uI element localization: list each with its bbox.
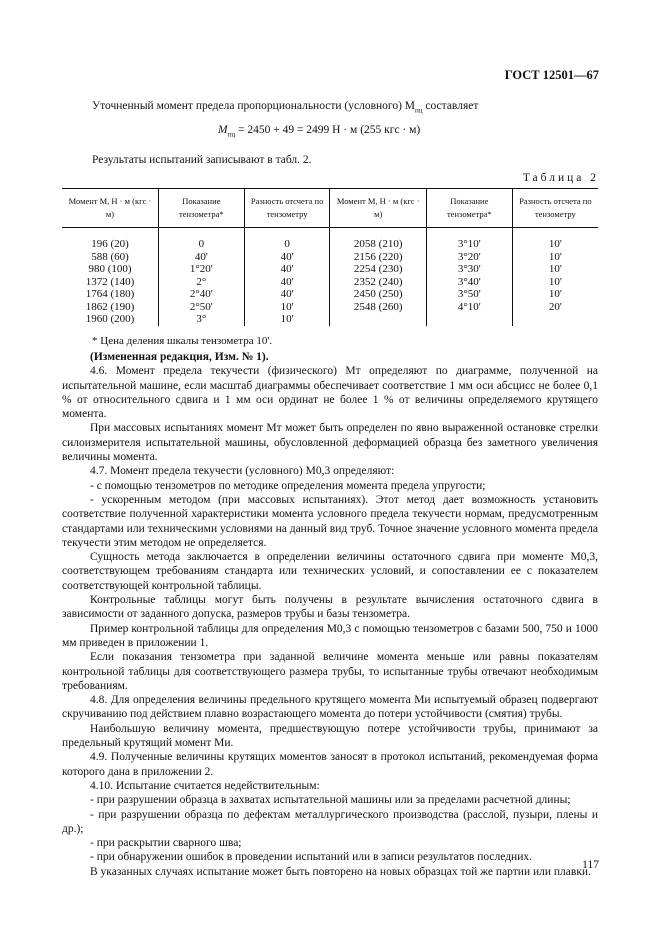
table-cell: 40' [244,288,330,301]
table-caption: Таблица 2 [522,172,599,184]
paragraph: - при раскрытии сварного шва; [90,837,242,850]
table-cell: 10' [244,301,330,314]
table-header-cell: Разность отсчета по тензометру [512,189,598,228]
table-cell: 2254 (230) [330,263,426,276]
table-cell: 2°40' [158,288,244,301]
table-cell: 10' [512,263,598,276]
table-cell [512,313,598,326]
table-header-row [62,189,598,228]
table-cell: 2°50' [158,301,244,314]
intro-end: составляет [422,100,479,112]
table-cell: 588 (60) [91,250,129,263]
table-header-cell: Момент M, Н · м (кгс · м) [330,189,426,228]
paragraph: - с помощью тензометров по методике определения момента предела упругости; [90,479,486,492]
table-cell: 1°20' [158,263,244,276]
table-cell: 1764 (180) [85,288,135,300]
table-footnote: * Цена деления шкалы тензометра 10'. [92,335,273,347]
table-cell: 20' [512,301,598,314]
paragraph: 4.6. Момент предела текучести (физического) Mт определяют по диаграмме, полученной на испытательной машине, если масштаб диаграммы обеспечивает соответствие 1 мм оси абсцисс не более 0,1 % от относительного сдвига и 1 мм оси ординат не более 1 % от величины определяемого крутящего момента. [62,365,598,421]
table-cell: 0 [244,228,330,251]
table-header-cell: Момент M, Н · м (кгс · м) [62,189,158,228]
table-row [62,288,598,301]
intro-subscript: пц [415,106,423,115]
table-cell: 2156 (220) [330,251,426,264]
results-line: Результаты испытаний записывают в табл. 2. [92,154,312,166]
table-cell: 40' [244,263,330,276]
table-cell: 1960 (200) [85,313,135,325]
table-cell: 2058 (210) [330,228,426,251]
paragraph: При массовых испытаниях момент Mт может быть определен по явно выраженной остановке стрелки силоизмерителя испытательной машины, обусловленной деформацией образца без заметного увеличения величины момента. [62,422,598,464]
table-cell: 10' [512,228,598,251]
paragraph: 4.9. Полученные величины крутящих моментов заносят в протокол испытаний, рекомендуемая форма которого дана в приложении 2. [62,751,598,778]
table-cell: 10' [512,288,598,301]
results-table [62,188,598,326]
table-cell: 3°50' [426,288,512,301]
page-number: 117 [582,859,599,871]
paragraph: Наибольшую величину момента, предшествующую потере устойчивости трубы, принимают за предельный крутящий момент Mи. [62,722,598,750]
table-cell: 40' [244,251,330,264]
paragraph: - при обнаружении ошибок в проведении испытаний или в записи результатов последних. [90,851,532,864]
paragraph: Если показания тензометра при заданной величине момента меньше или равны показателям контрольной таблицы для соответствующего размера трубы, то испытанные трубы отвечают необходимым требованиям. [62,651,598,692]
paragraph: (Измененная редакция, Изм. № 1). [90,351,269,363]
paragraph: - при разрушении образца по дефектам металлургического производства (расслой, пузыри, плены и др.); [62,808,598,835]
intro-text: Уточненный момент предела пропорциональности (условного) M [92,100,416,112]
formula-rhs: = 2450 + 49 = 2499 Н · м (255 кгс · м) [235,124,421,136]
paragraph: Пример контрольной таблицы для определения M0,3 с помощью тензометров с базами 500, 750 и 1000 мм приведен в приложении 1. [62,622,598,649]
table-cell: 40' [158,251,244,264]
table-cell: 3°20' [426,251,512,264]
table-header-cell: Показание тензометра* [426,189,512,228]
formula [218,124,420,138]
table-cell: 196 (20) [91,238,129,250]
table-cell: 40' [244,276,330,289]
paragraph: Сущность метода заключается в определении величины остаточного сдвига при моменте M0,3, соответствующем требованиям стандарта или технических условий, и сопоставлении ее с показателем соответствующей контрольной таблицы. [62,551,598,592]
table-cell: 980 (100) [88,263,132,275]
paragraph: Контрольные таблицы могут быть получены в результате вычисления остаточного сдвига в зависимости от заданного допуска, размеров трубы и базы тензометра. [62,594,598,621]
table-header-cell: Разность отсчета по тензометру [244,189,330,228]
paragraph: В указанных случаях испытание может быть повторено на новых образцах той же партии или плавки. [90,865,591,878]
table-cell [330,313,426,326]
table-row [62,228,598,251]
table-cell: 4°10' [426,301,512,314]
table-row [62,313,598,326]
table-cell: 2° [158,276,244,289]
table-cell: 2352 (240) [330,276,426,289]
table-row [62,276,598,289]
formula-lhs: M [218,124,228,136]
paragraph: 4.7. Момент предела текучести (условного) M0,3 определяют: [90,465,395,478]
paragraph: - ускоренным методом (при массовых испытаниях). Этот метод дает возможность установить соответствие полученной характеристики момента условного предела текучести нормам, предусмотренным стандартами или техническими условиями на данный вид труб. Точное значение условного момента предела текучести этим методом не определяется. [62,493,598,549]
paragraph: - при разрушении образца в захватах испытательной машины или за пределами расчетной длины; [90,794,571,807]
table-cell: 3°10' [426,228,512,251]
table-cell: 10' [512,251,598,264]
standard-header: ГОСТ 12501—67 [504,68,599,82]
table-cell: 10' [512,276,598,289]
table-cell: 1862 (190) [85,300,135,313]
paragraph: 4.10. Испытание считается недействительным: [90,779,320,792]
table-cell: 2450 (250) [330,288,426,301]
table-cell: 2548 (260) [330,301,426,314]
table-cell: 0 [158,228,244,251]
table-cell: 10' [244,313,330,326]
table-cell: 3°30' [426,263,512,276]
table-row [62,263,598,276]
formula-lhs-subscript: пц [227,130,236,139]
table-cell [426,313,512,326]
table-header-cell: Показание тензометра* [158,189,244,228]
paragraph: 4.8. Для определения величины предельного крутящего момента Mи испытуемый образец подвергают скручиванию под действием плавно возрастающего момента до потери устойчивости (смятия) трубы. [62,694,598,721]
table-cell: 3°40' [426,276,512,289]
table-row [62,251,598,264]
table-cell: 1372 (140) [85,275,135,288]
body-text [62,350,598,879]
table-cell: 3° [158,313,244,326]
table-row [62,301,598,314]
intro-line [92,99,478,118]
